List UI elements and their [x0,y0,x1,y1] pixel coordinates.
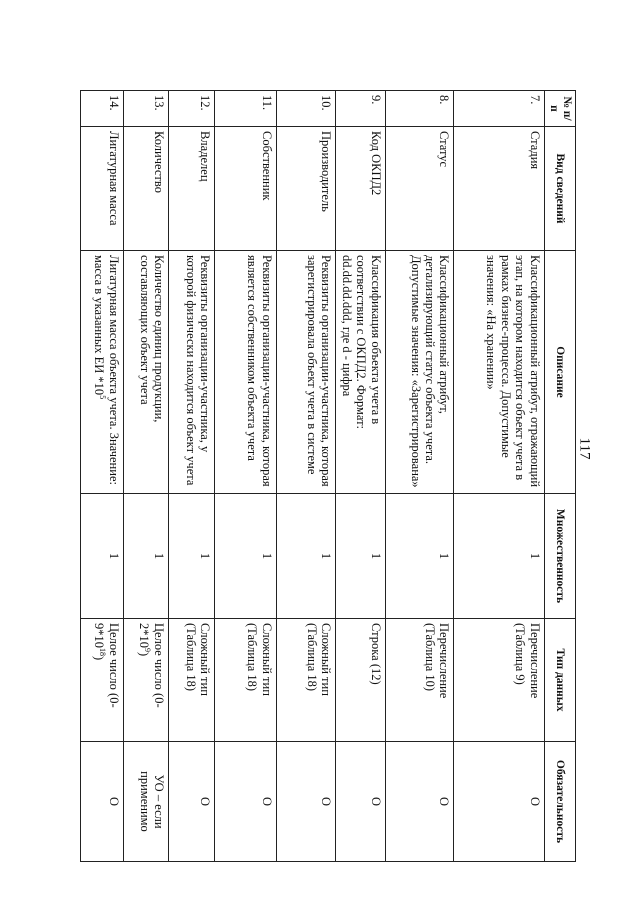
row-req: О [169,742,215,862]
header-kind: Вид сведений [544,127,575,251]
row-num: 8. [385,91,454,127]
row-desc: Лигатурная масса объекта учета. Значение: масса в указанных ЕИ $*10^5$ [81,251,124,494]
row-type: Сложный тип (Таблица 18) [276,619,335,742]
row-desc: Реквизиты организации-участника, у которой физически находится объект учета [169,251,215,494]
table-row [124,91,169,862]
row-mult: 1 [215,494,277,619]
page-number: 117 [576,437,593,460]
header-num: № п/п [544,91,575,127]
row-num: 9. [336,91,385,127]
table-header-row [544,91,575,862]
row-type: Целое число $(0-2*10^9)$ [124,619,169,742]
row-req: О [336,742,385,862]
row-type: Целое число $(0-9*10^{18})$ [81,619,124,742]
row-kind: Производитель [276,127,335,251]
row-type: Перечисление (Таблица 10) [385,619,454,742]
row-kind: Количество [124,127,169,251]
row-req: О [454,742,544,862]
row-type: Сложный тип (Таблица 18) [215,619,277,742]
row-mult: 1 [276,494,335,619]
table-row [276,91,335,862]
row-kind: Владелец [169,127,215,251]
row-desc: Классификационный атрибут, отражающий этап, на котором находится объект учета в рамках бизнес-процесса. Допустимые значения: «На хранении» [454,251,544,494]
row-kind: Лигатурная масса [81,127,124,251]
header-mult: Множественность [544,494,575,619]
row-mult: 1 [81,494,124,619]
row-req: О [276,742,335,862]
row-num: 7. [454,91,544,127]
row-mult: 1 [454,494,544,619]
row-mult: 1 [385,494,454,619]
row-desc: Классификация объекта учета в соответствии с ОКПД2. Формат: dd.dd.dd.ddd, где d - цифра [336,251,385,494]
row-req: О [385,742,454,862]
header-desc: Описание [544,251,575,494]
row-req: УО – если применимо [124,742,169,862]
row-desc: Реквизиты организации-участника, которая зарегистрировала объект учета в системе [276,251,335,494]
row-type: Сложный тип (Таблица 18) [169,619,215,742]
row-num: 12. [169,91,215,127]
row-num: 14. [81,91,124,127]
row-kind: Статус [385,127,454,251]
row-mult: 1 [169,494,215,619]
row-num: 10. [276,91,335,127]
row-desc: Классификационный атрибут, детализирующий статус объекта учета. Допустимые значения: «Зарегистрирована» [385,251,454,494]
row-mult: 1 [124,494,169,619]
table-row [454,91,544,862]
header-req: Обязательность [544,742,575,862]
data-table [80,90,576,862]
table-row [215,91,277,862]
table-row [336,91,385,862]
row-num: 13. [124,91,169,127]
row-desc: Количество единиц продукции, составляющих объект учета [124,251,169,494]
row-type: Строка (12) [336,619,385,742]
document-table-area [80,90,576,861]
row-kind: Собственник [215,127,277,251]
row-type: Перечисление (Таблица 9) [454,619,544,742]
row-req: О [81,742,124,862]
header-type: Тип данных [544,619,575,742]
row-mult: 1 [336,494,385,619]
row-kind: Код ОКПД2 [336,127,385,251]
table-row [81,91,124,862]
table-row [169,91,215,862]
table-row [385,91,454,862]
row-kind: Стадия [454,127,544,251]
row-desc: Реквизиты организации-участника, которая является собственником объекта учета [215,251,277,494]
row-req: О [215,742,277,862]
row-num: 11. [215,91,277,127]
